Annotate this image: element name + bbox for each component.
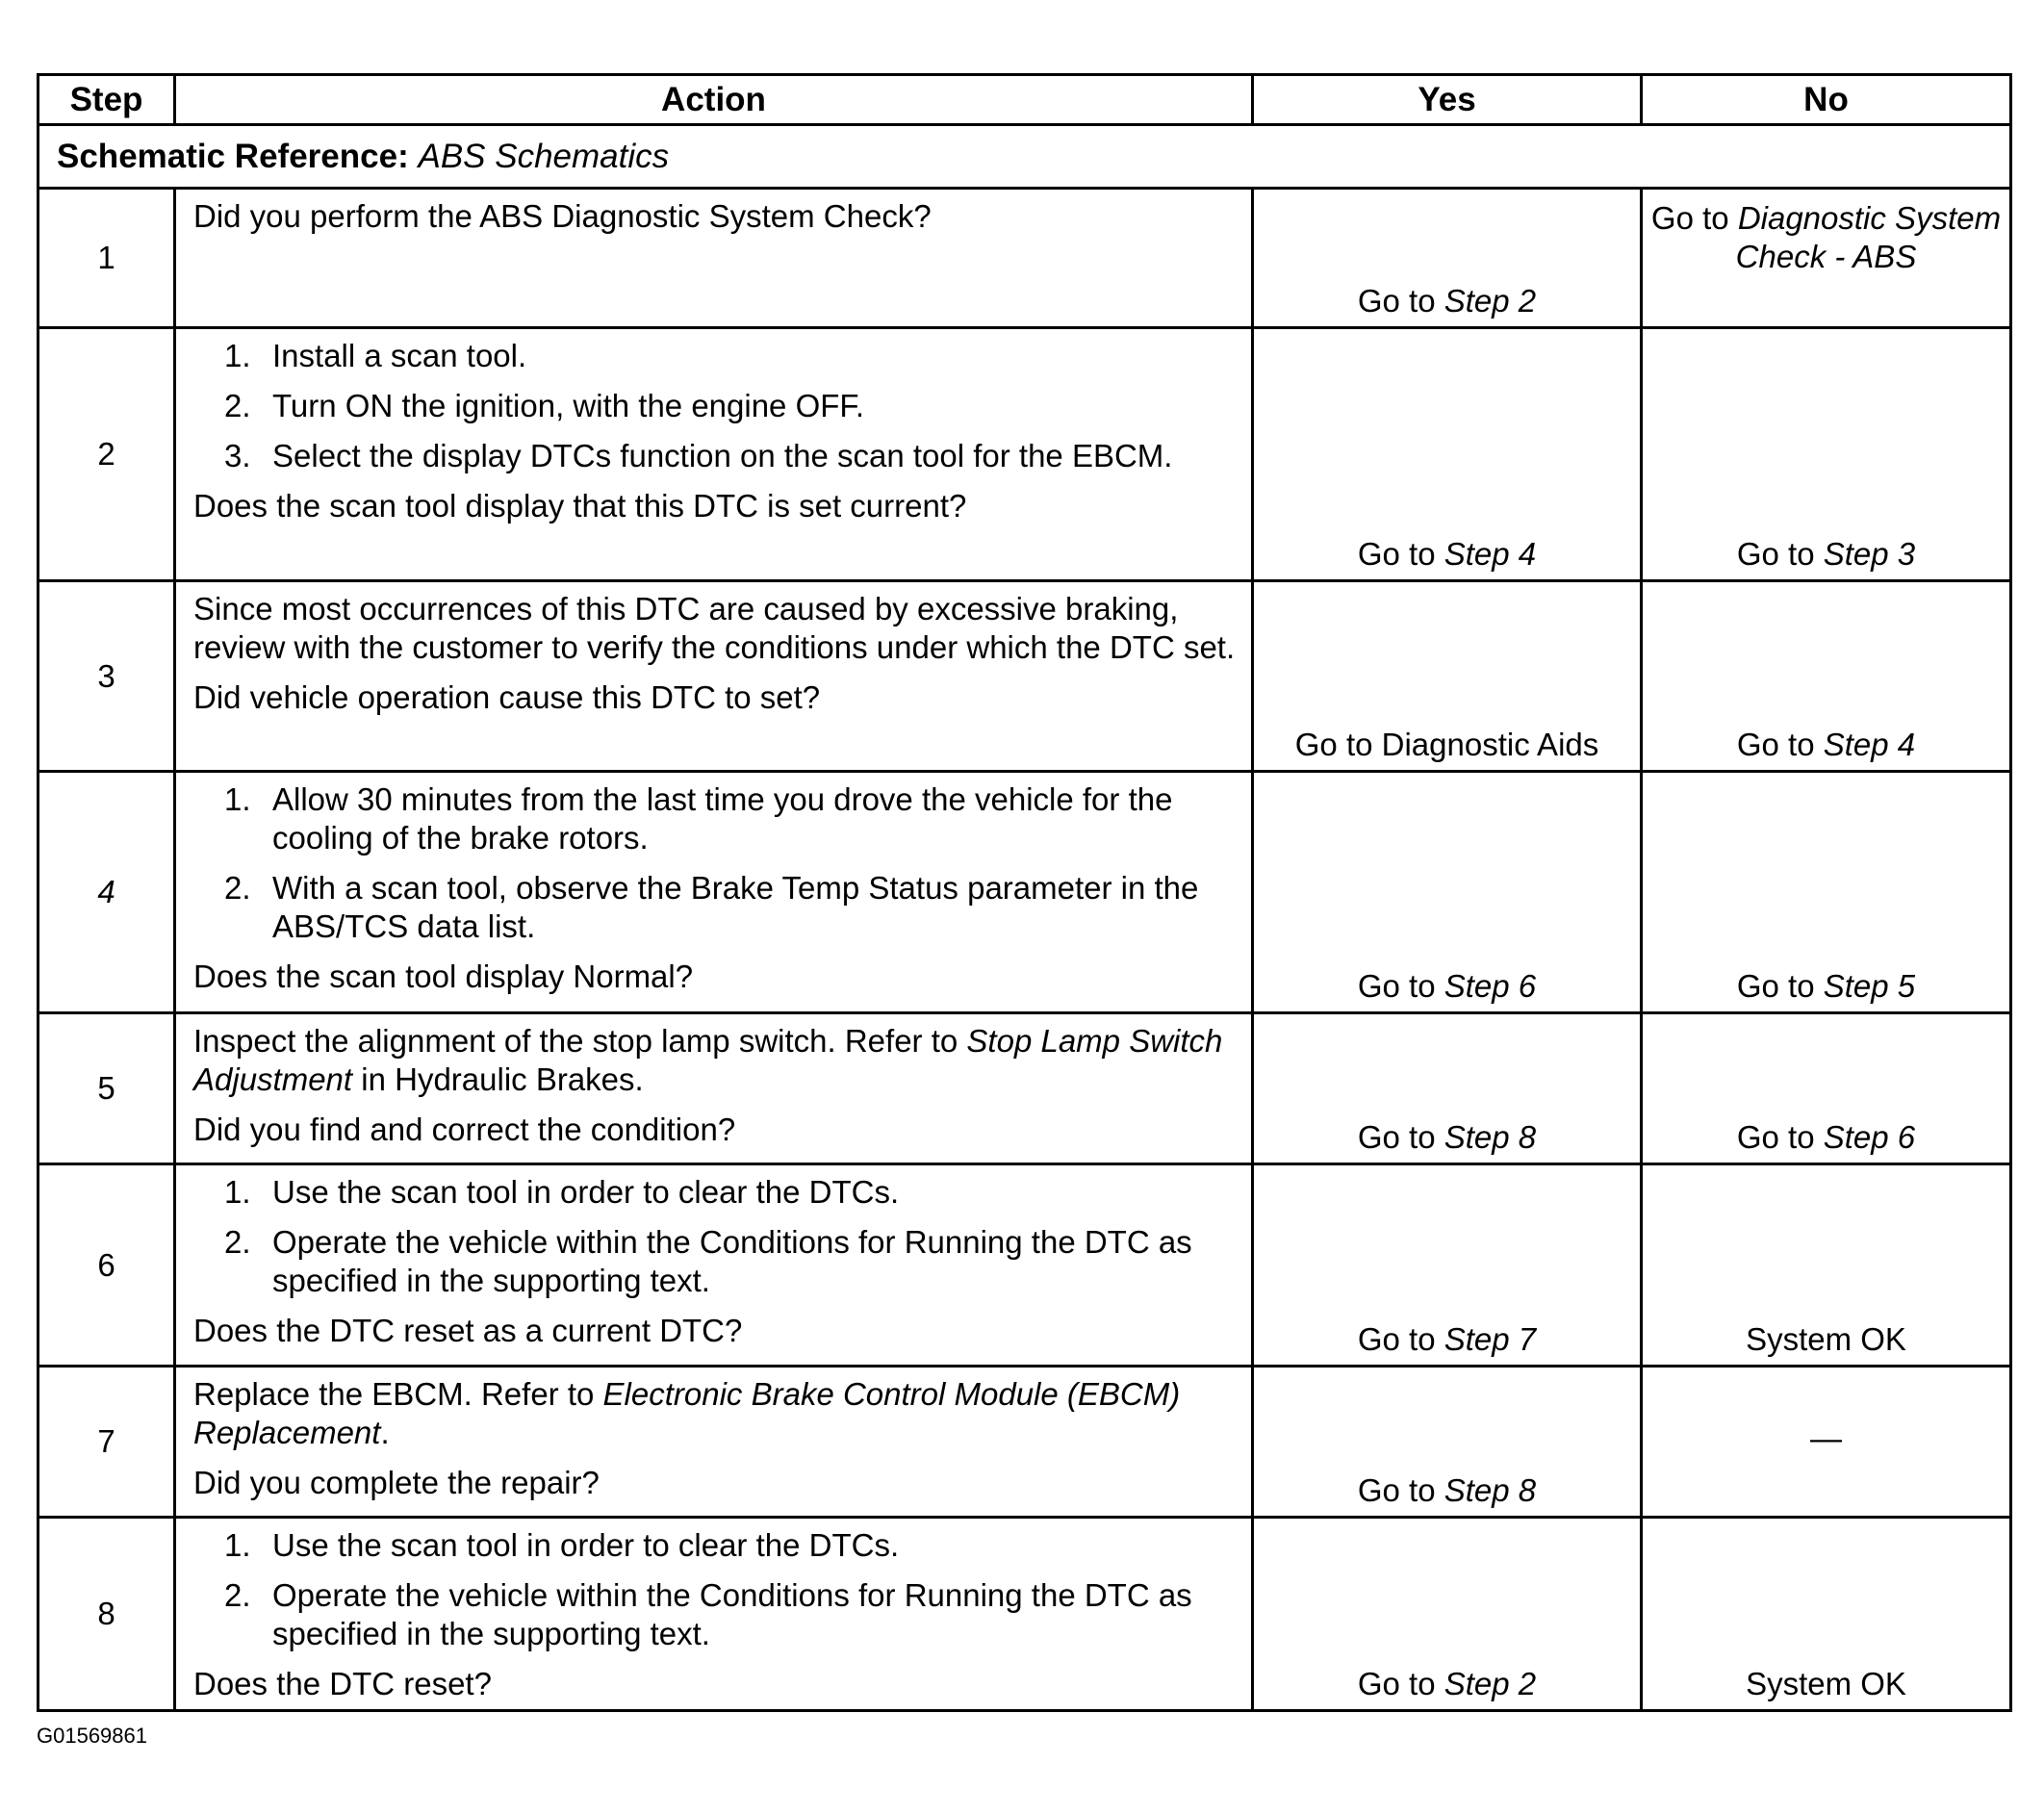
action-paragraph: Since most occurrences of this DTC are caused by excessive braking, review with the customer to verify the conditions under which the DTC set.	[193, 591, 1236, 665]
step-number: 5	[38, 1013, 175, 1164]
yes-prefix: Go to	[1357, 968, 1436, 1004]
step-number: 1	[38, 189, 175, 328]
yes-step-link[interactable]: Step 2	[1444, 1666, 1537, 1701]
action-paragraph: Inspect the alignment of the stop lamp switch. Refer to Stop Lamp Switch Adjustment in Hydraulic Brakes.	[193, 1023, 1223, 1097]
step-number: 6	[38, 1164, 175, 1367]
action-cell	[175, 189, 1253, 328]
yes-step-link[interactable]: Step 8	[1444, 1119, 1537, 1155]
table-row	[38, 328, 2011, 581]
action-list	[193, 337, 1236, 475]
action-paragraph: Replace the EBCM. Refer to Electronic Brake Control Module (EBCM) Replacement.	[193, 1376, 1181, 1450]
list-item: 1. Allow 30 minutes from the last time you drove the vehicle for the cooling of the brake rotors.	[224, 781, 1173, 856]
no-cell[interactable]	[1642, 1013, 2011, 1164]
diagnostic-table	[37, 73, 2012, 1712]
no-result: System OK	[1746, 1321, 1906, 1357]
yes-cell[interactable]	[1253, 772, 1642, 1013]
yes-cell[interactable]	[1253, 1013, 1642, 1164]
list-item: 2. Turn ON the ignition, with the engine OFF.	[224, 388, 865, 423]
no-step-link[interactable]: Diagnostic System Check - ABS	[1735, 200, 2002, 274]
no-prefix: Go to	[1736, 968, 1815, 1004]
yes-step-link[interactable]: Step 8	[1444, 1472, 1537, 1508]
yes-cell[interactable]	[1253, 1164, 1642, 1367]
no-prefix: Go to	[1650, 200, 1729, 236]
table-row	[38, 581, 2011, 772]
yes-prefix: Go to	[1357, 1119, 1436, 1155]
no-cell[interactable]	[1642, 328, 2011, 581]
yes-cell[interactable]	[1253, 189, 1642, 328]
yes-prefix: Go to	[1357, 536, 1436, 572]
yes-prefix: Go to	[1357, 1666, 1436, 1701]
yes-step-link[interactable]: Step 4	[1444, 536, 1537, 572]
no-cell	[1642, 1164, 2011, 1367]
action-question: Did vehicle operation cause this DTC to set?	[193, 679, 821, 715]
step-number: 3	[38, 581, 175, 772]
action-question: Did you find and correct the condition?	[193, 1112, 736, 1147]
header-yes: Yes	[1253, 75, 1642, 125]
no-cell	[1642, 1518, 2011, 1711]
no-step-link[interactable]: Step 4	[1823, 727, 1916, 762]
table-row	[38, 1013, 2011, 1164]
schematic-reference-label: Schematic Reference:	[57, 137, 409, 175]
list-item: 3. Select the display DTCs function on the scan tool for the EBCM.	[224, 438, 1173, 473]
action-question: Does the scan tool display that this DTC is set current?	[193, 488, 967, 524]
schematic-reference-link[interactable]: ABS Schematics	[418, 137, 670, 175]
no-prefix: Go to	[1736, 727, 1815, 762]
action-cell	[175, 581, 1253, 772]
step-number: 8	[38, 1518, 175, 1711]
yes-step-link[interactable]: Step 7	[1444, 1321, 1537, 1357]
yes-link[interactable]: Go to Diagnostic Aids	[1294, 727, 1599, 762]
yes-cell[interactable]	[1253, 328, 1642, 581]
table-row	[38, 189, 2011, 328]
action-list	[193, 780, 1236, 946]
no-prefix: Go to	[1736, 536, 1815, 572]
action-question: Did you perform the ABS Diagnostic System Check?	[193, 198, 932, 234]
action-question: Does the DTC reset?	[193, 1666, 492, 1701]
step-number: 4	[38, 772, 175, 1013]
action-cell	[175, 1164, 1253, 1367]
yes-prefix: Go to	[1357, 283, 1436, 319]
action-question: Did you complete the repair?	[193, 1465, 600, 1500]
list-item: 2. Operate the vehicle within the Conditions for Running the DTC as specified in the supporting text.	[224, 1224, 1192, 1298]
yes-prefix: Go to	[1357, 1321, 1436, 1357]
action-cell	[175, 1518, 1253, 1711]
yes-cell[interactable]	[1253, 1518, 1642, 1711]
header-row	[38, 75, 2011, 125]
list-item: 1. Use the scan tool in order to clear the DTCs.	[224, 1527, 900, 1563]
action-list	[193, 1526, 1236, 1653]
table-row	[38, 1518, 2011, 1711]
yes-step-link[interactable]: Step 2	[1444, 283, 1537, 319]
action-list	[193, 1173, 1236, 1300]
header-step: Step	[38, 75, 175, 125]
procedure-link[interactable]: Stop Lamp Switch Adjustment	[193, 1023, 1223, 1097]
yes-step-link[interactable]: Step 6	[1444, 968, 1537, 1004]
schematic-reference-row	[38, 125, 2011, 189]
no-cell[interactable]	[1642, 189, 2011, 328]
action-cell	[175, 328, 1253, 581]
no-cell	[1642, 1367, 2011, 1518]
list-item: 2. With a scan tool, observe the Brake Temp Status parameter in the ABS/TCS data list.	[224, 870, 1199, 944]
table-row	[38, 772, 2011, 1013]
table-row	[38, 1367, 2011, 1518]
figure-code: G01569861	[37, 1724, 147, 1748]
step-number: 7	[38, 1367, 175, 1518]
no-result: —	[1810, 1420, 1842, 1456]
list-item: 2. Operate the vehicle within the Conditions for Running the DTC as specified in the supporting text.	[224, 1577, 1192, 1651]
list-item: 1. Use the scan tool in order to clear the DTCs.	[224, 1174, 900, 1210]
action-cell	[175, 772, 1253, 1013]
yes-cell[interactable]	[1253, 581, 1642, 772]
no-cell[interactable]	[1642, 581, 2011, 772]
yes-prefix: Go to	[1357, 1472, 1436, 1508]
no-step-link[interactable]: Step 6	[1823, 1119, 1916, 1155]
action-question: Does the scan tool display Normal?	[193, 959, 694, 994]
no-prefix: Go to	[1736, 1119, 1815, 1155]
schematic-reference	[38, 125, 2011, 189]
action-question: Does the DTC reset as a current DTC?	[193, 1313, 743, 1348]
yes-cell[interactable]	[1253, 1367, 1642, 1518]
no-step-link[interactable]: Step 5	[1823, 968, 1916, 1004]
step-number: 2	[38, 328, 175, 581]
action-cell	[175, 1367, 1253, 1518]
action-cell	[175, 1013, 1253, 1164]
no-step-link[interactable]: Step 3	[1823, 536, 1916, 572]
header-no: No	[1642, 75, 2011, 125]
header-action: Action	[175, 75, 1253, 125]
no-result: System OK	[1746, 1666, 1906, 1701]
procedure-link[interactable]: Electronic Brake Control Module (EBCM) Replacement	[193, 1376, 1181, 1450]
table-row	[38, 1164, 2011, 1367]
no-cell[interactable]	[1642, 772, 2011, 1013]
list-item: 1. Install a scan tool.	[224, 338, 527, 373]
